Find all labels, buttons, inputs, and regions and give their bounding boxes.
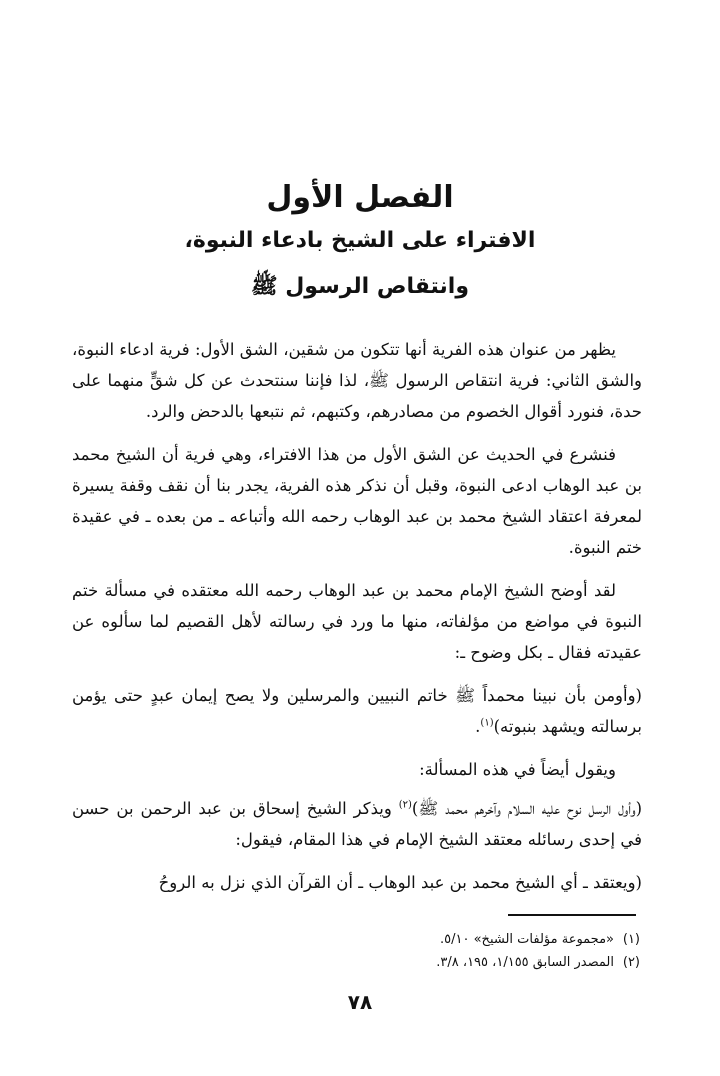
- paragraph-ishaq: ويذكر الشيخ إسحاق بن عبد الرحمن بن حسن في إحدى رسائله معتقد الشيخ الإمام في هذا المقام، فيقول:: [72, 799, 642, 849]
- quote-paragraph: [72, 793, 642, 855]
- chapter-title: الفصل الأول: [266, 180, 454, 215]
- footnote-number: (٢): [622, 955, 640, 970]
- footnote-text: المصدر السابق ١/١٥٥، ١٩٥، ٣/٨.: [436, 955, 614, 970]
- footnote-text: «مجموعة مؤلفات الشيخ» ٥/١٠.: [440, 932, 614, 947]
- footnote-ref-2: (٢): [398, 799, 412, 811]
- paragraph-quote-continued: (ويعتقد ـ أي الشيخ محمد بن عبد الوهاب ـ أن القرآن الذي نزل به الروحُ: [158, 873, 642, 892]
- paragraph-first-part: فنشرع في الحديث عن الشق الأول من هذا الافتراء، وهي فرية أن الشيخ محمد بن عبد الوهاب ادعى النبوة، وقبل أن نذكر هذه الفرية، يجدر بنا أن نقف وقفة يسيرة لمعرفة اعتقاد الشيخ محمد بن عبد الوهاب رحمه الله وأتباعه ـ من بعده ـ في عقيدة ختم النبوة.: [72, 445, 642, 557]
- body-text: [72, 334, 642, 910]
- paragraph-belief: لقد أوضح الشيخ الإمام محمد بن عبد الوهاب رحمه الله معتقده في مسألة ختم النبوة في مواضع من مؤلفاته، منها ما ورد في رسالته لأهل القصيم لما سألوه عن عقيدته فقال ـ بكل وضوح ـ:: [72, 581, 642, 662]
- footnote-item: [300, 928, 640, 951]
- paragraph-intro: يظهر من عنوان هذه الفرية أنها تتكون من شقين، الشق الأول: فرية ادعاء النبوة، والشق الثاني: فرية انتقاص الرسول ﷺ، لذا فإننا سنتحدث عن كل شقٍّ منهما على حدة، فنورد أقوال الخصوم من مصادرهم، وكتبهم، ثم نتبعها بالدحض والرد.: [72, 340, 642, 421]
- paragraph-also-says: ويقول أيضاً في هذه المسألة:: [419, 760, 616, 779]
- quote-paragraph: (وأومن بأن نبينا محمداً ﷺ خاتم النبيين والمرسلين ولا يصح إيمان عبدٍ حتى يؤمن برسالته ويشهد بنبوته)$^{(١)}$.: [72, 686, 642, 736]
- footnote-ref-1: (١): [480, 717, 494, 729]
- footnote-number: (١): [622, 932, 640, 947]
- chapter-subtitle-line2: وانتقاص الرسول ﷺ: [250, 274, 470, 299]
- quote-text: (وأومن بأن نبينا محمداً ﷺ خاتم النبيين والمرسلين ولا يصح إيمان عبدٍ حتى يؤمن برسالته ويشهد بنبوته): [72, 686, 642, 736]
- footnote-divider: [508, 914, 636, 916]
- quote-text: (وأول الرسل نوح عليه السلام وآخرهم محمد ﷺ): [411, 799, 643, 818]
- footnotes: [300, 928, 640, 974]
- footnote-item: [300, 951, 640, 974]
- page-number: ٧٨: [347, 990, 373, 1014]
- chapter-subtitle-line1: الافتراء على الشيخ بادعاء النبوة،: [184, 228, 536, 253]
